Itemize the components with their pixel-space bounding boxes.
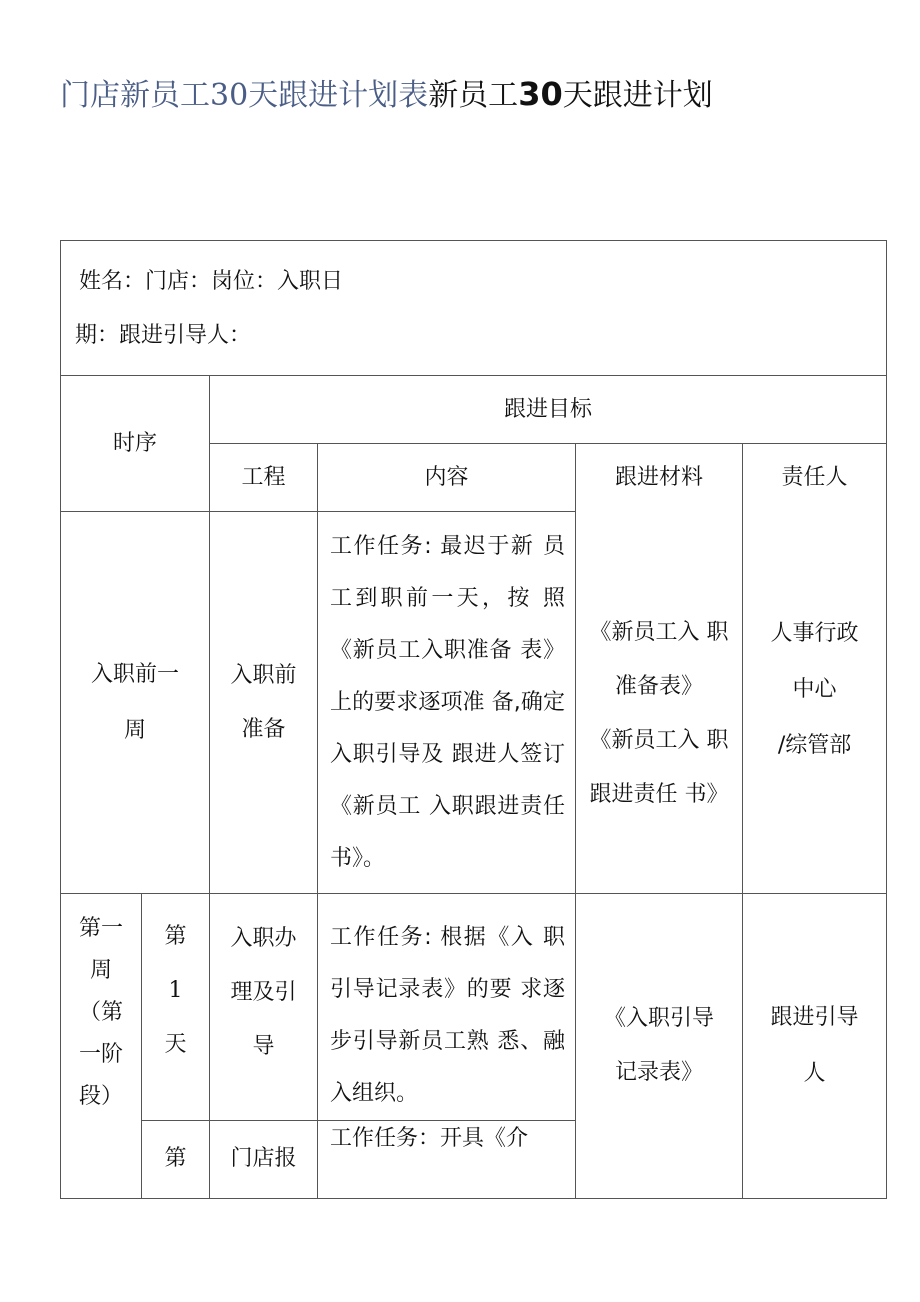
project-day1: 入职办 理及引 导: [210, 894, 318, 1121]
info-line1: 姓名：门店：岗位：入职日: [79, 269, 344, 294]
title-part2: 新员工30天跟进计划: [428, 75, 713, 113]
sequence-pre: 入职前一 周: [61, 512, 210, 894]
material-day1: 《入职引导 记录表》: [576, 894, 743, 1199]
day-2: 第: [142, 1121, 210, 1199]
title-part1: 门店新员工30天跟进计划表: [60, 78, 429, 113]
content-pre: 工作任务: 最迟于新 员工到职前一天，按 照《新员工入职准备 表》上的要求逐项准 备,确定入职引导及 跟进人签订《新员工 入职跟进责任书》。: [318, 512, 576, 894]
content-day1: 工作任务: 根据《入 职引导记录表》的要 求逐步引导新员工熟 悉、融入组织。: [318, 894, 576, 1121]
info-line2: 期：跟进引导人：: [75, 323, 252, 348]
owner-day1: 跟进引导 人: [743, 894, 887, 1199]
header-content: 内容: [318, 444, 576, 512]
day-1: 第 1 天: [142, 894, 210, 1121]
header-owner: 责任人 人事行政 中心 /综管部: [743, 444, 887, 894]
page-title: [60, 74, 713, 116]
info-cell: [61, 241, 887, 376]
header-sequence: 时序: [61, 376, 210, 512]
header-project: 工程: [210, 444, 318, 512]
header-goal: 跟进目标: [210, 376, 887, 444]
project-day2: 门店报: [210, 1121, 318, 1199]
content-day2: 工作任务：开具《介: [318, 1121, 576, 1199]
stage-week1: 第一 周 （第 一阶 段）: [61, 894, 142, 1199]
material-pre: 《新员工入 职 准备表》 《新员工入 职 跟进责任 书》: [589, 620, 729, 807]
project-pre: 入职前 准备: [210, 512, 318, 894]
plan-table: [60, 240, 887, 1199]
header-material: 跟进材料 《新员工入 职 准备表》 《新员工入 职 跟进责任 书》: [576, 444, 743, 894]
owner-pre: 人事行政 中心 /综管部: [770, 621, 859, 758]
